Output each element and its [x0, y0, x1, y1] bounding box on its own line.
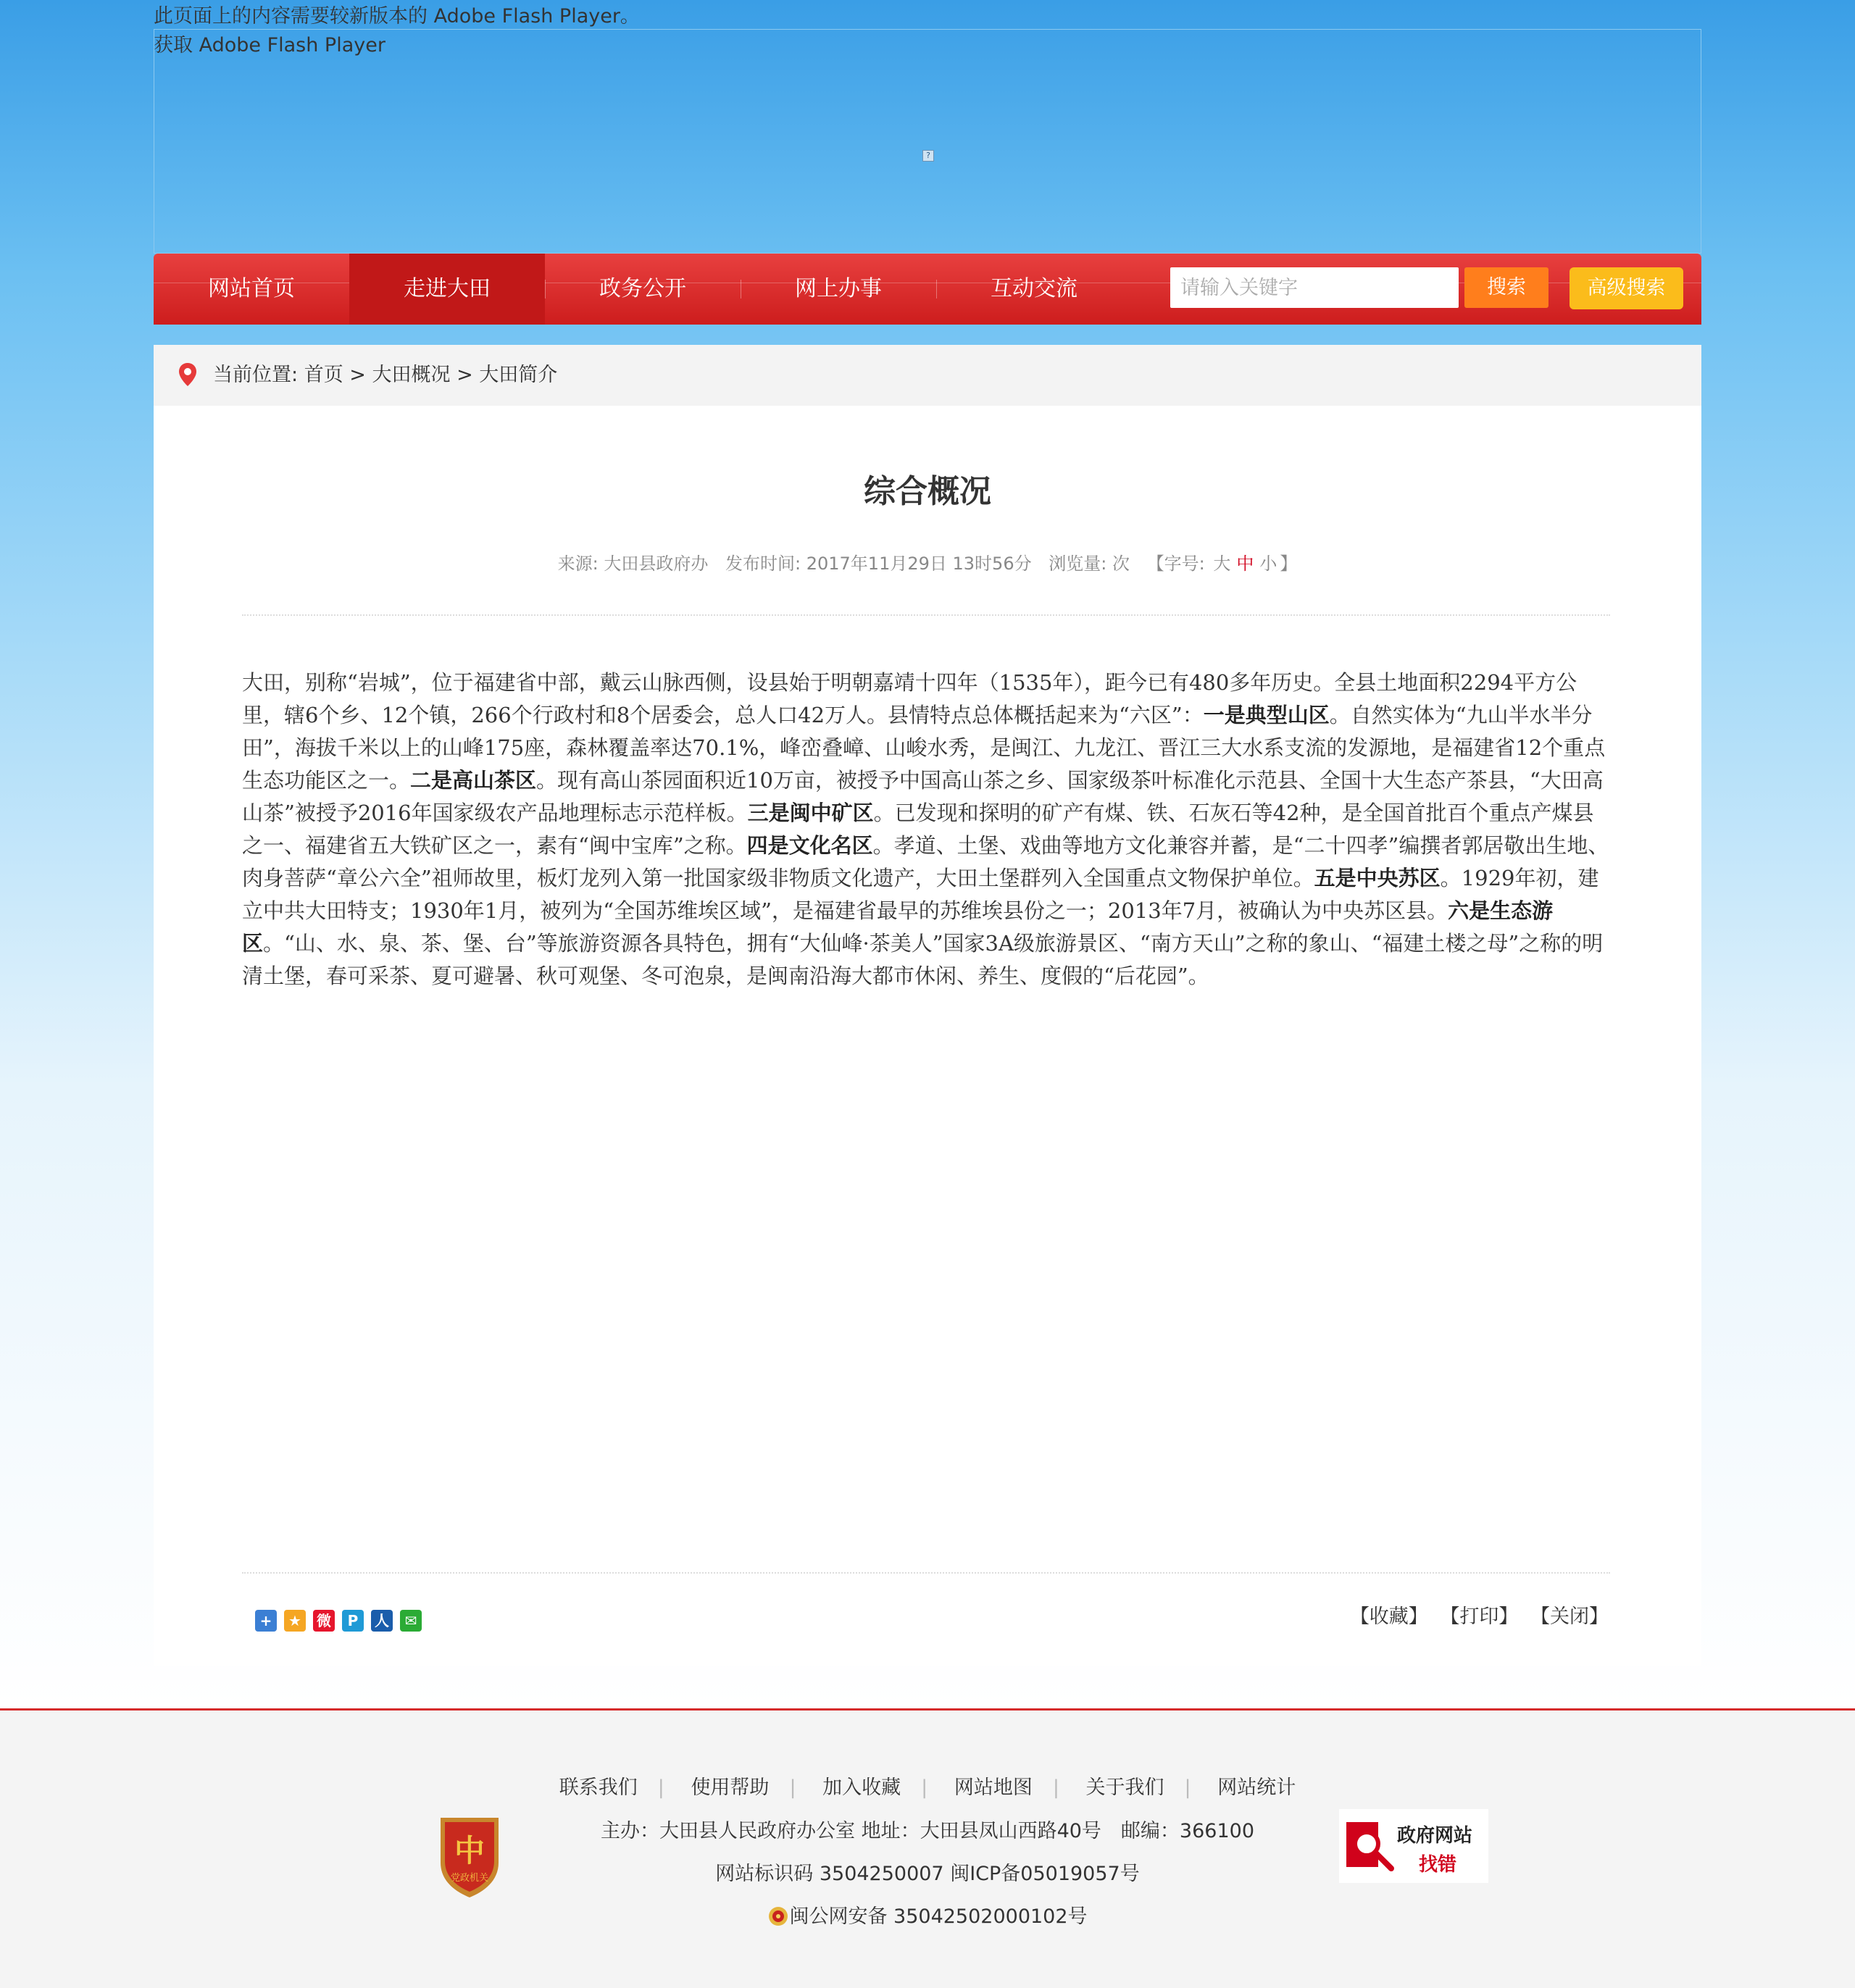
nav-item-interaction[interactable]: 互动交流 [991, 276, 1077, 301]
share-more-icon[interactable]: + [255, 1610, 277, 1632]
article-source: 来源: 大田县政府办 [557, 554, 709, 574]
font-size-medium[interactable]: 中 [1236, 554, 1254, 574]
article-highlight: 五是中央苏区 [1314, 866, 1441, 890]
search-input[interactable] [1170, 267, 1459, 308]
breadcrumb-home[interactable]: 首页 [304, 364, 343, 386]
article-text: 。自然实体为“九山半水半分田”，海拔千米以上的山峰175座，森林覆盖率达70.1%，峰峦叠嶂、山峻水秀，是闽江、九龙江、晋江三大水系支流的发源地，是福建省12个重点生态功能区之一。 [242, 703, 1606, 793]
qzone-icon[interactable]: ★ [284, 1610, 306, 1632]
find-error-line2: 找错 [1419, 1854, 1457, 1876]
footer-site-code: 网站标识码 3504250007 闽ICP备05019057号 [715, 1863, 1140, 1885]
article-text: 。现有高山茶园面积近10万亩，被授予中国高山茶之乡、国家级茶叶标准化示范县、全国十大生态产茶县，“大田高山茶”被授予2016年国家级农产品地理标志示范样板。 [242, 768, 1604, 825]
footer-separator: | [1052, 1776, 1059, 1799]
share-bar [255, 1610, 429, 1632]
font-size-close: 】 [1280, 554, 1298, 574]
footer-separator: | [657, 1776, 664, 1799]
breadcrumb-separator: > [450, 364, 480, 386]
article-text: 大田，别称“岩城”，位于福建省中部，戴云山脉西侧，设县始于明朝嘉靖十四年（1535年），距今已有480多年历史。全县土地面积2294平方公里，辖6个乡、12个镇，266个行政村和8个居委会，总人口42万人。县情特点总体概括起来为“六区”： [242, 670, 1577, 727]
get-flash-link[interactable]: 获取 Adobe Flash Player [154, 34, 385, 57]
breadcrumb-current[interactable]: 大田简介 [479, 364, 558, 386]
print-button[interactable]: 【打印】 [1440, 1605, 1519, 1628]
footer-link-favorite[interactable]: 加入收藏 [822, 1776, 901, 1799]
flash-message: 此页面上的内容需要较新版本的 Adobe Flash Player。 [154, 5, 640, 28]
footer-link-sitemap[interactable]: 网站地图 [954, 1776, 1033, 1799]
footer-separator: | [921, 1776, 928, 1799]
divider [242, 1572, 1610, 1574]
article-text: 。孝道、土堡、戏曲等地方文化兼容并蓄，是“二十四孝”编撰者郭居敬出生地、肉身菩萨“章公六全”祖师故里，板灯龙列入第一批国家级非物质文化遗产，大田土堡群列入全国重点文物保护单位。 [242, 833, 1609, 890]
badge-caption: 党政机关 [450, 1873, 489, 1884]
find-error-badge[interactable] [1339, 1809, 1488, 1883]
renren-icon[interactable]: 人 [371, 1610, 393, 1632]
advanced-search-button[interactable]: 高级搜索 [1570, 267, 1683, 309]
wechat-icon[interactable]: ✉ [400, 1610, 422, 1632]
article-text: 。已发现和探明的矿产有煤、铁、石灰石等42种，是全国首批百个重点产煤县之一、福建省五大铁矿区之一，素有“闽中宝库”之称。 [242, 801, 1594, 858]
footer [0, 1708, 1855, 1988]
font-size-control [1147, 554, 1298, 574]
main-nav [154, 254, 1701, 325]
article-highlight: 六是生态游区 [242, 898, 1554, 956]
footer-link-stats[interactable]: 网站统计 [1217, 1776, 1296, 1799]
nav-item-online-services[interactable]: 网上办事 [795, 276, 882, 301]
flash-banner [154, 29, 1701, 254]
font-size-small[interactable]: 小 [1259, 554, 1277, 574]
footer-separator: | [789, 1776, 796, 1799]
article-body [242, 667, 1612, 993]
article-text: 。“山、水、泉、茶、堡、台”等旅游资源各具特色，拥有“大仙峰·茶美人”国家3A级旅游景区、“南方天山”之称的象山、“福建土楼之母”之称的明清土堡，春可采茶、夏可避暑、秋可观堡、冬可泡泉，是闽南沿海大都市休闲、养生、度假的“后花园”。 [242, 931, 1604, 988]
footer-link-contact[interactable]: 联系我们 [559, 1776, 638, 1799]
tqq-icon[interactable]: P [342, 1610, 364, 1632]
police-emblem-icon [767, 1905, 789, 1927]
close-button[interactable]: 【关闭】 [1530, 1605, 1609, 1628]
footer-link-help[interactable]: 使用帮助 [691, 1776, 770, 1799]
font-size-label: 【字号: [1146, 554, 1205, 574]
footer-host-info: 主办：大田县人民政府办公室 地址：大田县凤山西路40号 邮编：366100 [600, 1820, 1254, 1842]
search-button[interactable]: 搜索 [1464, 267, 1548, 308]
article-meta [154, 549, 1701, 575]
article-published: 发布时间: 2017年11月29日 13时56分 [725, 554, 1032, 574]
breadcrumb-overview[interactable]: 大田概况 [372, 364, 451, 386]
magnifier-icon [1342, 1813, 1397, 1879]
footer-links [0, 1771, 1855, 1800]
police-record-text: 闽公网安备 35042502000102号 [789, 1905, 1088, 1928]
nav-item-government-affairs[interactable]: 政务公开 [599, 276, 686, 301]
article-title: 综合概况 [864, 473, 991, 510]
breadcrumb [154, 345, 1701, 406]
location-pin-icon [178, 362, 197, 387]
breadcrumb-path [213, 345, 557, 406]
footer-link-about[interactable]: 关于我们 [1085, 1776, 1164, 1799]
svg-text:中: 中 [454, 1833, 485, 1868]
content-panel [154, 345, 1701, 1666]
article-tools [1344, 1603, 1609, 1632]
article-text: 。1929年初，建立中共大田特支；1930年1月，被列为“全国苏维埃区域”，是福建省最早的苏维埃县份之一；2013年7月，被确认为中央苏区县。 [242, 866, 1599, 923]
breadcrumb-separator: > [343, 364, 372, 386]
divider [242, 614, 1610, 616]
article-highlight: 三是闽中矿区 [747, 801, 874, 825]
find-error-line1: 政府网站 [1397, 1825, 1473, 1847]
article-highlight: 二是高山茶区 [410, 768, 537, 793]
missing-plugin-icon[interactable]: ? [922, 150, 934, 162]
weibo-icon[interactable]: 微 [313, 1610, 335, 1632]
nav-item-about-datian[interactable]: 走进大田 [349, 254, 545, 325]
footer-police-record[interactable] [0, 1900, 1855, 1929]
font-size-large[interactable]: 大 [1213, 554, 1231, 574]
article-highlight: 四是文化名区 [746, 833, 873, 858]
article-views: 浏览量: 次 [1049, 554, 1130, 574]
article-highlight: 一是典型山区 [1203, 703, 1330, 727]
breadcrumb-label: 当前位置: [213, 364, 299, 386]
nav-item-home[interactable]: 网站首页 [208, 276, 295, 301]
favorite-button[interactable]: 【收藏】 [1349, 1605, 1428, 1628]
footer-separator: | [1184, 1776, 1191, 1799]
